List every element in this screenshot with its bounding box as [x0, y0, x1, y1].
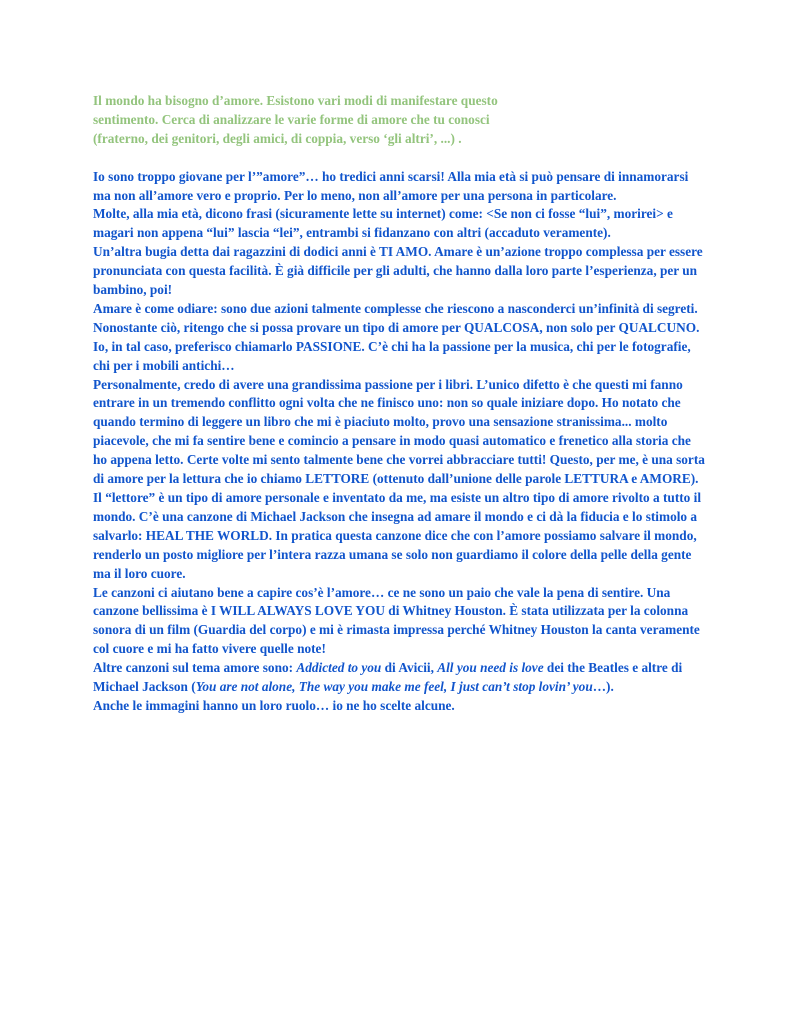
essay-paragraph-1: Io sono troppo giovane per l’”amore”… ho tredici anni scarsi! Alla mia età si può pensare di innamorarsi ma non all’amore vero e proprio. Per lo meno, non all’amore per una persona in particolare. [93, 168, 689, 203]
essay-paragraph-7: Il “lettore” è un tipo di amore personale e inventato da me, ma esiste un altro tipo di amore rivolto a tutto il mondo. C’è una canzone di Michael Jackson che insegna ad amare il mondo e ci dà la fiducia e lo stimolo a salvarlo: HEAL THE WORLD. In pratica questa canzone dice che con l’amore possiamo salvare il mondo, renderlo un posto migliore per l’intera razza umana se solo non guardiamo il colore della pelle della gente ma il loro cuore. [93, 490, 702, 581]
essay-paragraph-2: Molte, alla mia età, dicono frasi (sicuramente lette su internet) come: <Se non ci fosse “lui”, morirei> e magari non appena “lui” lascia “lei”, entrambi si fidanzano con altri (accaduto veramente). [93, 206, 673, 241]
songs-text-3: dei the Beatles e altre di Michael Jackson ( [93, 660, 683, 695]
song-title-all-you-need: All you need is love [437, 660, 544, 676]
song-titles-michael-jackson: You are not alone, The way you make me feel, I just can’t stop lovin’ you [195, 679, 593, 695]
essay-paragraph-3: Un’altra bugia detta dai ragazzini di dodici anni è TI AMO. Amare è un’azione troppo complessa per essere pronunciata con questa facilità. È già difficile per gli adulti, che hanno dalla loro parte l’esperienza, per un bambino, poi! [93, 244, 703, 298]
songs-text-2: di Avicii, [381, 660, 438, 676]
essay-paragraph-8: Le canzoni ci aiutano bene a capire cos’è l’amore… ce ne sono un paio che vale la pena di sentire. Una canzone bellissima è I WILL ALWAYS LOVE YOU di Whitney Houston. È stata utilizzata per la colonna sonora di un film (Guardia del corpo) e mi è rimasta impressa perché Whitney Houston la canta veramente col cuore e mi ha fatto vivere quelle note! [93, 584, 700, 657]
essay-paragraph-5: Nonostante ciò, ritengo che si possa provare un tipo di amore per QUALCOSA, non solo per QUALCUNO. Io, in tal caso, preferisco chiamarlo PASSIONE. C’è chi ha la passione per la musica, chi per le fotografie, chi per i mobili antichi… [93, 319, 700, 373]
song-title-addicted: Addicted to you [296, 660, 382, 676]
essay-prompt: Il mondo ha bisogno d’amore. Esistono vari modi di manifestare questo sentimento. Cerca di analizzare le varie forme di amore che tu conosci (fraterno, dei genitori, degli amici, di coppia, verso ‘gli altri’, ...) . [93, 93, 498, 146]
essay-text [93, 168, 708, 716]
document-body [93, 92, 708, 716]
essay-paragraph-4: Amare è come odiare: sono due azioni talmente complesse che riescono a nasconderci un’infinità di segreti. [93, 300, 698, 316]
songs-text-4: …). [592, 679, 614, 695]
essay-paragraph-songs [93, 659, 708, 697]
essay-paragraph-6: Personalmente, credo di avere una grandissima passione per i libri. L’unico difetto è che questi mi fanno entrare in un tremendo conflitto ogni volta che ne finisco uno: non so quale iniziare dopo. Ho notato che quando termino di leggere un libro che mi è piaciuto molto, provo una sensazione stranissima... molto piacevole, che mi fa sentire bene e comincio a pensare in modo quasi automatico e frenetico alla storia che ho appena letto. Certe volte mi sento talmente bene che vorrei abbracciare tutti! Questo, per me, è una sorta di amore per la lettura che io chiamo LETTORE (ottenuto dall’unione delle parole LETTURA e AMORE). [93, 376, 705, 487]
songs-text-1: Altre canzoni sul tema amore sono: [93, 660, 297, 676]
essay-closing: Anche le immagini hanno un loro ruolo… io ne ho scelte alcune. [93, 697, 455, 713]
